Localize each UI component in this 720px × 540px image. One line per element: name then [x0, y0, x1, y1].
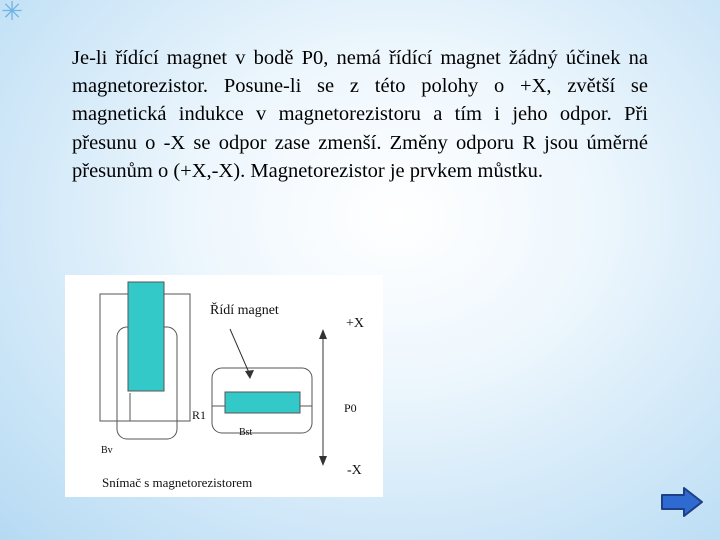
magnetoresistor-figure	[65, 275, 383, 497]
body-paragraph: Je-li řídící magnet v bodě P0, nemá řídící magnet žádný účinek na magnetorezistor. Posune-li se z této polohy o +X, zvětší se magnetická indukce v magnetorezistoru a tím i jeho odpor. Při přesunu o -X se odpor zase zmenší. Změny odporu R jsou úměrné přesunům o (+X,-X). Magnetorezistor je prvkem můstku.	[72, 47, 648, 182]
label-bst: Bst	[239, 427, 253, 438]
axis-up-arrowhead	[319, 329, 327, 339]
label-r1: R1	[192, 408, 207, 422]
label-p0: P0	[344, 401, 357, 415]
next-slide-button[interactable]	[660, 486, 704, 518]
arrow-right-icon	[660, 486, 704, 518]
pointer-arrowhead	[245, 370, 254, 379]
axis-down-arrowhead	[319, 456, 327, 466]
sensor-diagram	[65, 275, 383, 497]
label-minus-x: -X	[347, 463, 362, 478]
magnetoresistor-element	[225, 392, 300, 413]
label-bv: Bv	[101, 445, 113, 456]
figure-caption: Snímač s magnetorezistorem	[102, 475, 253, 490]
corner-sparkle-icon: ✳	[1, 0, 23, 27]
label-plus-x: +X	[346, 316, 365, 331]
label-control-magnet: Řídí magnet	[210, 303, 279, 318]
permanent-magnet	[128, 282, 164, 391]
